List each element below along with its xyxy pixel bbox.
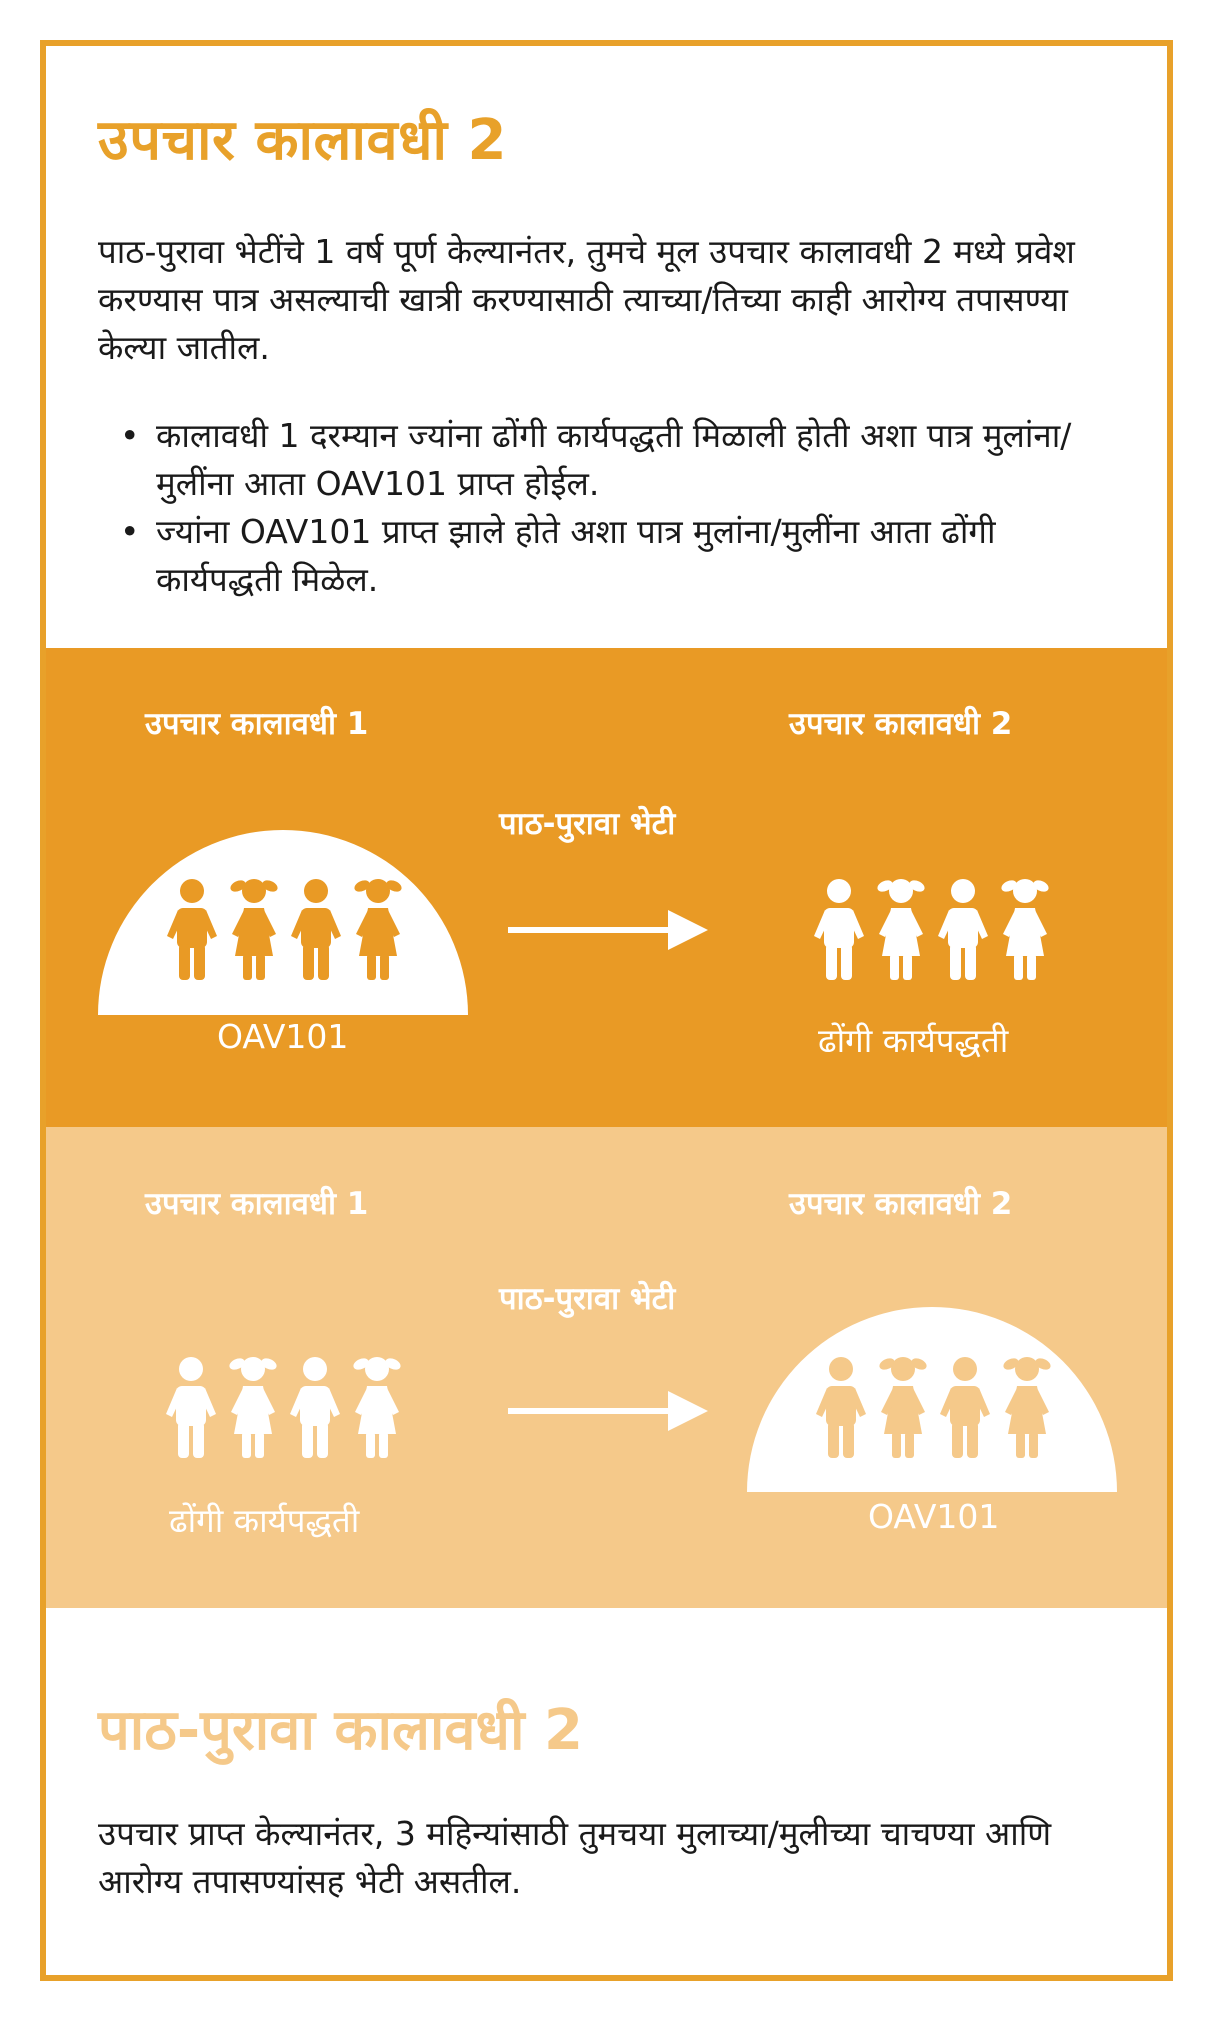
followup-paragraph: उपचार प्राप्त केल्यानंतर, 3 महिन्यांसाठी तुमचया मुलाच्या/मुलीच्या चाचण्या आणि आरोग्य तपासण्यांसह भेटी असतील. — [98, 1814, 1052, 1901]
children-group-icon — [167, 878, 403, 980]
bullet-list — [98, 412, 1118, 604]
section-title-followup-period-2: पाठ-पुरावा कालावधी 2 — [98, 1698, 583, 1763]
followup-visits-label: पाठ-पुरावा भेटी — [499, 806, 676, 842]
right-treatment-label: OAV101 — [868, 1497, 1000, 1536]
section-title-treatment-period-2: उपचार कालावधी 2 — [98, 108, 507, 173]
bullet-text: ज्यांना OAV101 प्राप्त झाले होते अशा पात्र मुलांना/मुलींना आता ढोंगी कार्यपद्धती मिळेल. — [156, 512, 996, 599]
bullet-item — [98, 508, 1118, 604]
bullet-item — [98, 412, 1118, 508]
left-period-heading: उपचार कालावधी 1 — [145, 706, 369, 742]
bullet-text: कालावधी 1 दरम्यान ज्यांना ढोंगी कार्यपद्धती मिळाली होती अशा पात्र मुलांना/मुलींना आता OAV101 प्राप्त होईल. — [156, 416, 1072, 503]
arrow-right-icon — [508, 1391, 708, 1431]
diagram-band-oav101-first — [46, 648, 1167, 1127]
left-treatment-label: OAV101 — [217, 1017, 349, 1056]
children-group-icon — [814, 878, 1050, 980]
children-group-icon — [166, 1356, 402, 1458]
bullet-dot: • — [120, 512, 140, 551]
left-treatment-label: ढोंगी कार्यपद्धती — [169, 1501, 360, 1540]
right-period-heading: उपचार कालावधी 2 — [789, 1186, 1013, 1222]
children-group-icon — [816, 1356, 1052, 1458]
followup-visits-label: पाठ-पुरावा भेटी — [499, 1281, 676, 1317]
bullet-dot: • — [120, 416, 140, 455]
intro-paragraph: पाठ-पुरावा भेटींचे 1 वर्ष पूर्ण केल्यानंतर, तुमचे मूल उपचार कालावधी 2 मध्ये प्रवेश करण्यास पात्र असल्याची खात्री करण्यासाठी त्याच्या/तिच्या काही आरोग्य तपासण्या केल्या जातील. — [98, 232, 1075, 367]
left-period-heading: उपचार कालावधी 1 — [145, 1186, 369, 1222]
right-treatment-label: ढोंगी कार्यपद्धती — [818, 1021, 1009, 1060]
diagram-band-sham-first — [46, 1127, 1167, 1608]
arrow-right-icon — [508, 910, 708, 950]
right-period-heading: उपचार कालावधी 2 — [789, 706, 1013, 742]
